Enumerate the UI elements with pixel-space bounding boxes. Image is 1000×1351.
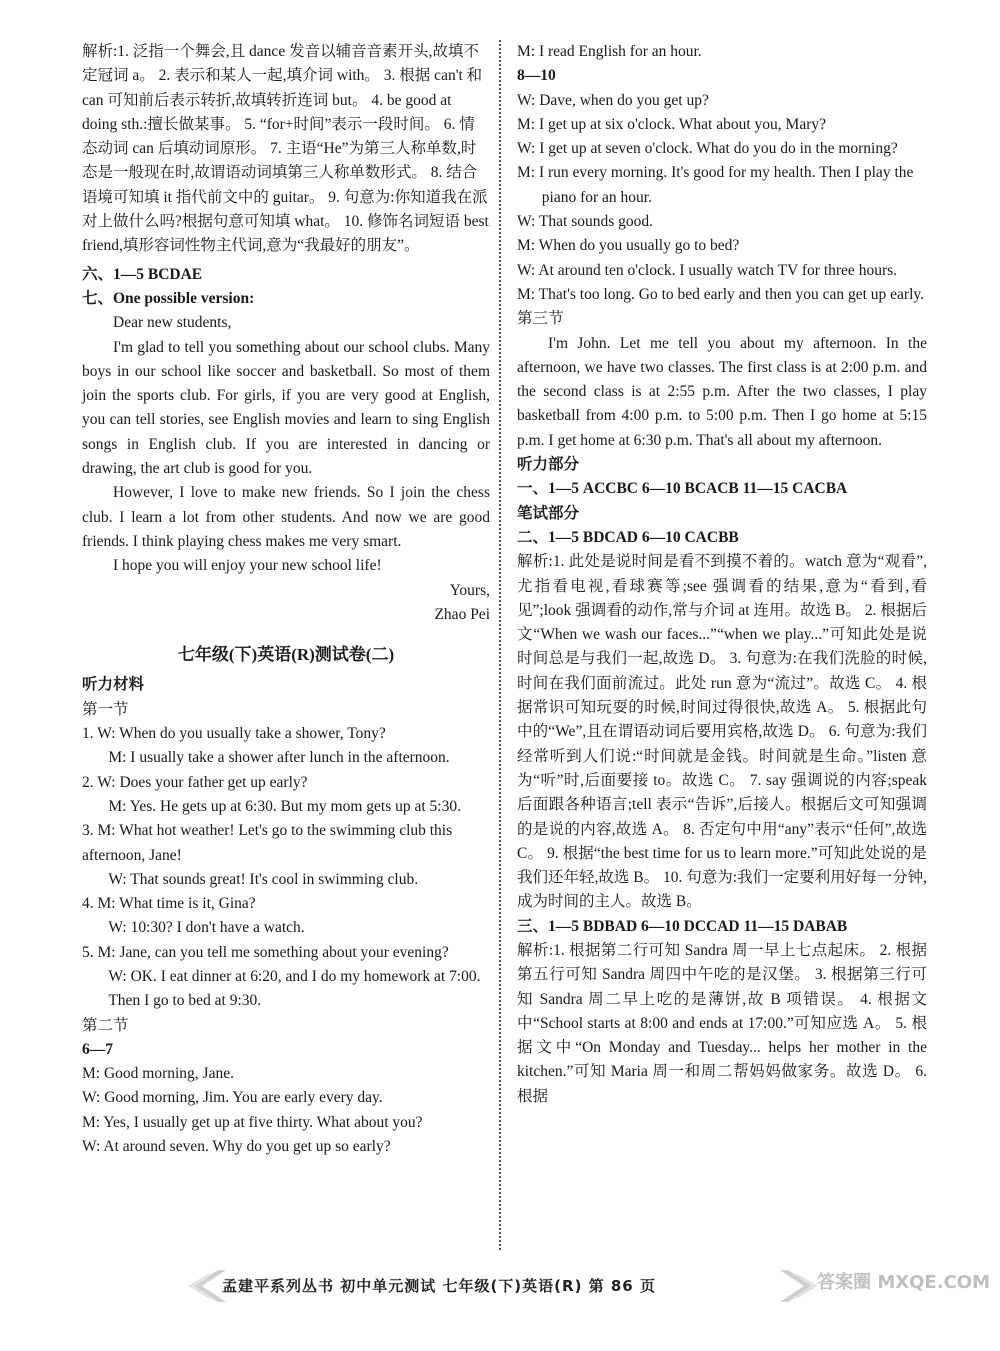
dialog-line: M: Yes. He gets up at 6:30. But my mom gets up at 5:30. bbox=[108, 797, 461, 815]
listening-material-heading: 听力材料 bbox=[82, 676, 145, 694]
right-column bbox=[517, 40, 927, 1109]
footer-text: 孟建平系列丛书 初中单元测试 七年级(下)英语(R) 第 86 页 bbox=[222, 1277, 656, 1295]
dialog-line: W: Good morning, Jim. You are early every day. bbox=[82, 1089, 383, 1107]
analysis-paragraph: 解析:1. 根据第二行可知 Sandra 周一早上七点起床。 2. 根据第五行可知 Sandra 周四中午吃的是汉堡。 3. 根据第三行可知 Sandra 周二早上吃的是薄饼,故 B 项错误。 4. 根据文中“School starts at 8:00 and ends at 17:00.”可知应选 A。 5. 根据文中“On Monday and Tuesday... helps her mother in the kitchen.”可知 Maria 周一和周二帮妈妈做家务。故选 D。 6. 根据 bbox=[517, 941, 927, 1105]
dialog-line: M: When do you usually go to bed? bbox=[517, 237, 740, 255]
watermark-logo bbox=[800, 1273, 990, 1293]
dialog-line: 4. M: What time is it, Gina? bbox=[82, 895, 256, 913]
watermark-text: 答案圈 MXQE.COM bbox=[817, 1272, 990, 1293]
column-divider bbox=[499, 40, 501, 1250]
letter-paragraph: However, I love to make new friends. So I join the chess club. I learn a lot from other students. And now we are good friends. I think playing chess makes me very smart. bbox=[82, 484, 490, 550]
section-6-answers: 六、1—5 BCDAE bbox=[82, 265, 203, 283]
dialog-line: 1. W: When do you usually take a shower, Tony? bbox=[82, 725, 386, 743]
dialog-line: M: I get up at six o'clock. What about you, Mary? bbox=[517, 115, 826, 133]
analysis-paragraph: 解析:1. 泛指一个舞会,且 dance 发音以辅音音素开头,故填不定冠词 a。 2. 表示和某人一起,填介词 with。 3. 根据 can't 和 can 可知前后表示转折,故填转折连词 but。 4. be good at doing sth.:擅长做某事。 5. “for+时间”表示一段时间。 6. 情态动词 can 后填动词原形。 7. 主语“He”为第三人称单数,时态是一般现在时,故谓语动词填第三人称单数形式。 8. 结合语境可知填 it 指代前文中的 guitar。 9. 句意为:你知道我在派对上做什么吗?根据句意可知填 what。 10. 修饰名词短语 best friend,填形容词性物主代词,意为“我最好的朋友”。 bbox=[82, 43, 489, 255]
letter-paragraph: I hope you will enjoy your new school life! bbox=[113, 557, 382, 575]
letter-paragraph: I'm glad to tell you something about our school clubs. Many boys in our school like soccer and basketball. So most of them join the sports club. For girls, if you are very good at English, you can tell stories, see English movies and learn to sing English songs in English club. If you are interested in dancing or drawing, the art club is good for you. bbox=[82, 338, 490, 478]
dialog-line: W: Dave, when do you get up? bbox=[517, 91, 709, 109]
letter-signature: Zhao Pei bbox=[434, 605, 490, 623]
dialog-line: M: That's too long. Go to bed early and then you can get up early. bbox=[517, 285, 924, 303]
dialog-line: W: At around ten o'clock. I usually watch TV for three hours. bbox=[517, 261, 898, 279]
monologue: I'm John. Let me tell you about my afternoon. In the afternoon, we have two classes. The first class is at 2:00 p.m. and the second class is at 2:55 p.m. After the two classes, I play basketball from 4:00 p.m. to 5:00 p.m. Then I go home at 5:15 p.m. I get home at 6:30 p.m. That's all about my afternoon. bbox=[517, 334, 927, 449]
analysis-paragraph: 解析:1. 此处是说时间是看不到摸不着的。watch 意为“观看”,尤指看电视,看球赛等;see 强调看的结果,意为“看到,看见”;look 强调看的动作,常与介词 at 连用。故选 B。 2. 根据后文“When we wash our faces...”“when we play...”可知此处是说时间总是与我们一起,故选 D。 3. 句意为:在我们洗脸的时候,时间在我们面前流过。此处 run 意为“流过”。故选 C。 4. 根据常识可知玩耍的时候,时间过得很快,故选 A。 5. 根据此句中的“We”,且在谓语动词后要用宾格,故选 D。 6. 句意为:我们经常听到人们说:“时间就是金钱。时间就是生命。”listen 意为“听”时,后面要接 to。故选 C。 7. say 强调说的内容;speak 后面跟各种语言;tell 表示“告诉”,后接人。根据后文可知强调的是说的内容,故选 A。 8. 否定句中用“any”表示“任何”,故选 C。 9. 根据“the best time for us to learn more.”可知此处说的是我们还年轻,故选 B。 10. 句意为:我们一定要利用好每一分钟,成为时间的主人。故选 B。 bbox=[517, 553, 927, 911]
dialog-line: M: I run every morning. It's good for my health. Then I play the piano for an hour. bbox=[517, 164, 914, 206]
section-heading: 第二节 bbox=[82, 1016, 129, 1034]
dialog-line: 3. M: What hot weather! Let's go to the swimming club this afternoon, Jane! bbox=[82, 822, 453, 864]
letter-greeting: Dear new students, bbox=[113, 314, 232, 332]
question-range: 6—7 bbox=[82, 1040, 113, 1058]
test-title: 七年级(下)英语(R)测试卷(二) bbox=[177, 645, 395, 665]
dialog-line: W: I get up at seven o'clock. What do you do in the morning? bbox=[517, 140, 898, 158]
section-7-heading: 七、One possible version: bbox=[82, 289, 255, 307]
answer-key: 一、1—5 ACCBC 6—10 BCACB 11—15 CACBA bbox=[517, 480, 848, 498]
dialog-line: M: I usually take a shower after lunch in the afternoon. bbox=[108, 749, 450, 767]
question-range: 8—10 bbox=[517, 67, 556, 85]
dialog-line: 2. W: Does your father get up early? bbox=[82, 773, 308, 791]
dialog-line: W: At around seven. Why do you get up so early? bbox=[82, 1138, 391, 1156]
written-part-heading: 笔试部分 bbox=[517, 504, 580, 522]
dialog-line: W: That sounds great! It's cool in swimming club. bbox=[108, 870, 419, 888]
dialog-line: W: OK. I eat dinner at 6:20, and I do my homework at 7:00. Then I go to bed at 9:30. bbox=[108, 967, 481, 1010]
left-column bbox=[82, 40, 490, 1159]
section-heading: 第三节 bbox=[517, 310, 564, 328]
answer-key: 三、1—5 BDBAD 6—10 DCCAD 11—15 DABAB bbox=[517, 917, 848, 935]
section-heading: 第一节 bbox=[82, 700, 129, 718]
listening-part-heading: 听力部分 bbox=[517, 456, 580, 474]
dialog-line: M: Good morning, Jane. bbox=[82, 1065, 234, 1083]
dialog-line: M: I read English for an hour. bbox=[517, 43, 702, 60]
dialog-line: 5. M: Jane, can you tell me something about your evening? bbox=[82, 943, 449, 961]
letter-closing: Yours, bbox=[449, 581, 490, 599]
answer-key: 二、1—5 BDCAD 6—10 CACBB bbox=[517, 528, 739, 546]
dialog-line: W: 10:30? I don't have a watch. bbox=[108, 919, 305, 937]
dialog-line: M: Yes, I usually get up at five thirty. What about you? bbox=[82, 1113, 423, 1131]
dialog-line: W: That sounds good. bbox=[517, 213, 654, 231]
